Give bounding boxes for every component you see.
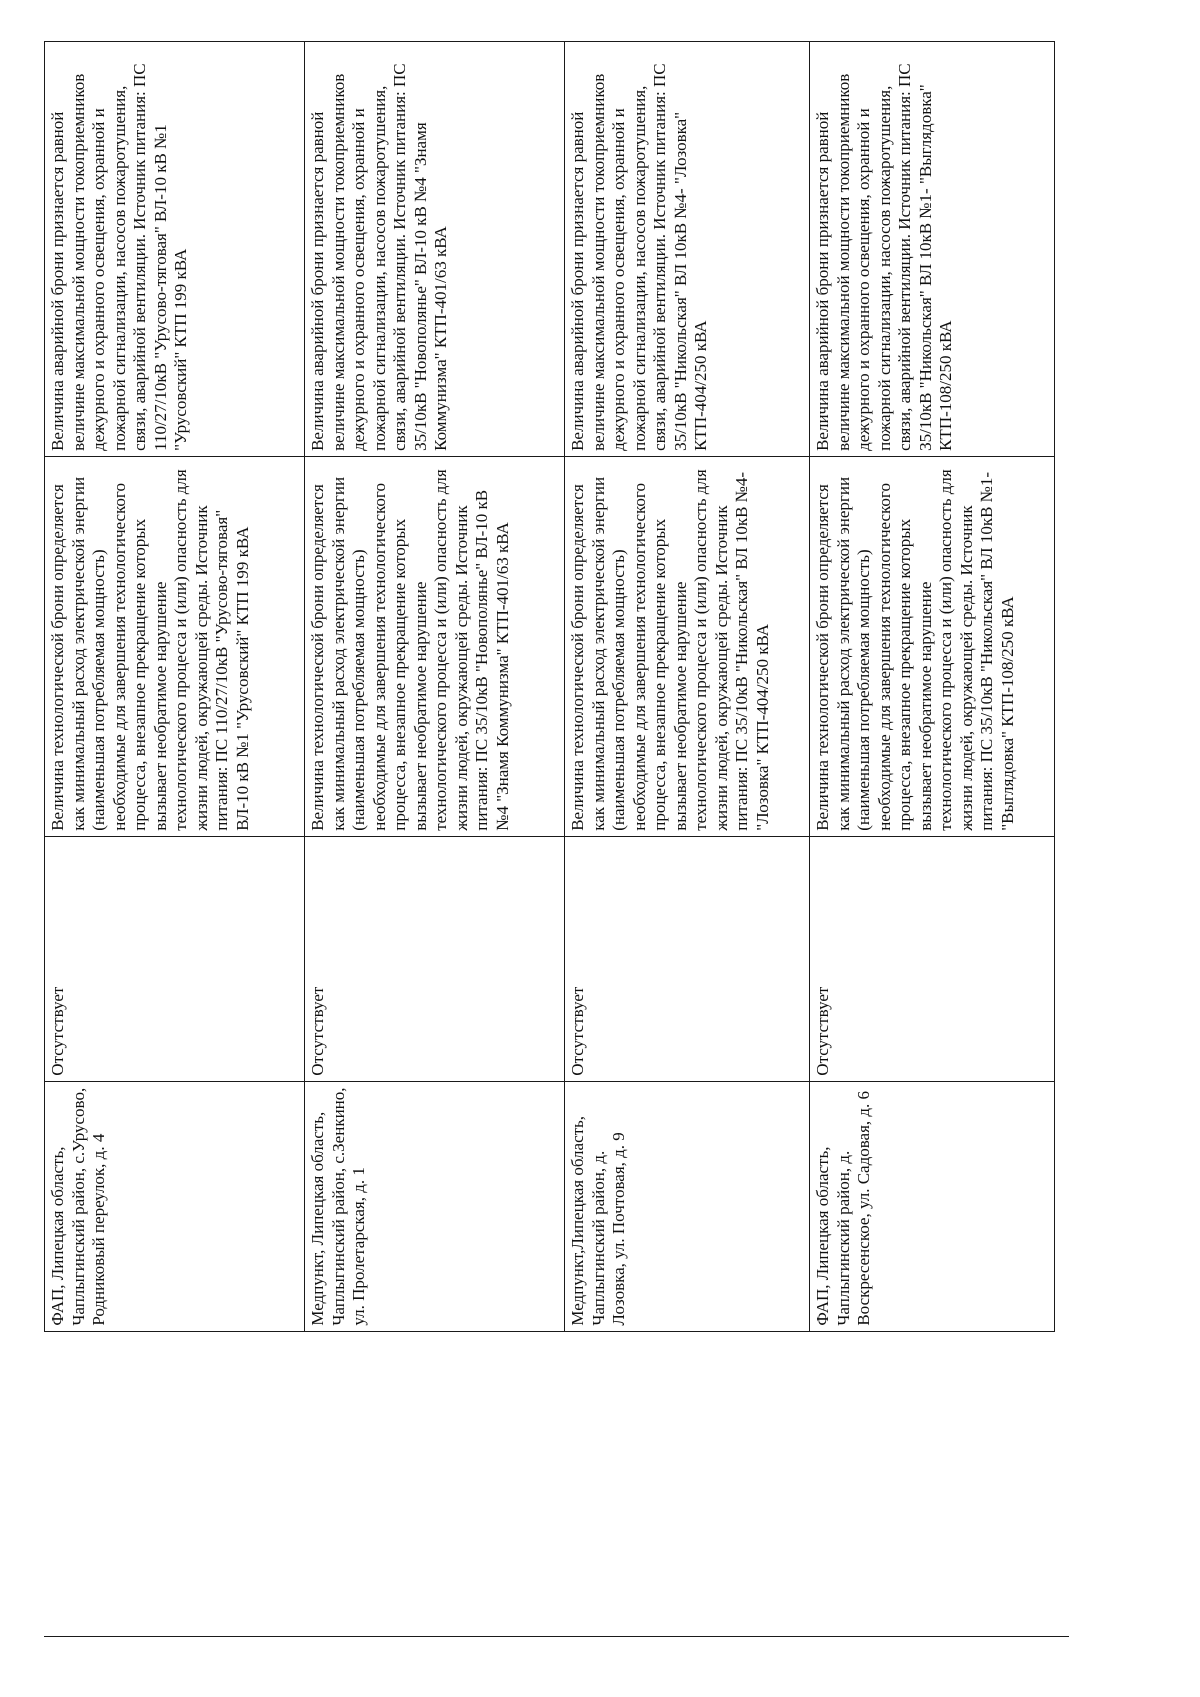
tech-reserve-cell: Величина технологической брони определяется как минимальный расход электрической энергии (наименьшая потребляемая мощность) необходимые для завершения технологического процесса, внезапное прекращение которых вызывает необратимое нарушение технологического процесса и (или) опасность для жизни людей, окружающей среды. Источник питания: ПС 110/27/10кВ "Урусово-тяговая" ВЛ-10 кВ №1 "Урусовский" КТП 199 кВА — [45, 456, 305, 836]
tech-reserve-cell: Величина технологической брони определяется как минимальный расход электрической энергии (наименьшая потребляемая мощность) необходимые для завершения технологического процесса, внезапное прекращение которых вызывает необратимое нарушение технологического процесса и (или) опасность для жизни людей, окружающей среды. Источник питания: ПС 35/10кВ "Никольская" ВЛ 10кВ №1- "Выглядовка" КТП-108/250 кВА — [810, 456, 1055, 836]
emergency-reserve-cell: Величина аварийной брони признается равной величине максимальной мощности токоприемников дежурного и охранного освещения, охранной и пожарной сигнализации, насосов пожаротушения, связи, аварийной вентиляции. Источник питания: ПС 35/10кВ "Новополянье" ВЛ-10 кВ №4 "Знамя Коммунизма" КТП-401/63 кВА — [305, 42, 565, 457]
tech-reserve-cell: Величина технологической брони определяется как минимальный расход электрической энергии (наименьшая потребляемая мощность) необходимые для завершения технологического процесса, внезапное прекращение которых вызывает необратимое нарушение технологического процесса и (или) опасность для жизни людей, окружающей среды. Источник питания: ПС 35/10кВ "Новополянье" ВЛ-10 кВ №4 "Знамя Коммунизма" КТП-401/63 кВА — [305, 456, 565, 836]
emergency-reserve-cell: Величина аварийной брони признается равной величине максимальной мощности токоприемников дежурного и охранного освещения, охранной и пожарной сигнализации, насосов пожаротушения, связи, аварийной вентиляции. Источник питания: ПС 110/27/10кВ "Урусово-тяговая" ВЛ-10 кВ №1 "Урусовский" КТП 199 кВА — [45, 42, 305, 457]
object-cell: Медпункт, Липецкая область, Чаплыгинский район, с.Зенкино, ул. Пролетарская, д. 1 — [305, 1081, 565, 1331]
status-cell: Отсутствует — [810, 836, 1055, 1081]
empty-column-cell — [45, 1331, 305, 1656]
table-row — [810, 42, 1055, 1657]
status-cell: Отсутствует — [305, 836, 565, 1081]
status-cell: Отсутствует — [45, 836, 305, 1081]
object-cell: Медпункт,Липецкая область, Чаплыгинский район, д. Лозовка, ул. Почтовая, д. 9 — [565, 1081, 810, 1331]
object-cell: ФАП, Липецкая область, Чаплыгинский район, с.Урусово, Родниковый переулок, д. 4 — [45, 1081, 305, 1331]
table-row — [305, 42, 565, 1657]
empty-column-cell — [810, 1331, 1055, 1656]
emergency-reserve-cell: Величина аварийной брони признается равной величине максимальной мощности токоприемников дежурного и охранного освещения, охранной и пожарной сигнализации, насосов пожаротушения, связи, аварийной вентиляции. Источник питания: ПС 35/10кВ "Никольская" ВЛ 10кВ №1- "Выглядовка" КТП-108/250 кВА — [810, 42, 1055, 457]
status-cell: Отсутствует — [565, 836, 810, 1081]
emergency-reserve-cell: Величина аварийной брони признается равной величине максимальной мощности токоприемников дежурного и охранного освещения, охранной и пожарной сигнализации, насосов пожаротушения, связи, аварийной вентиляции. Источник питания: ПС 35/10кВ "Никольская" ВЛ 10кВ №4- "Лозовка" КТП-404/250 кВА — [565, 42, 810, 457]
tech-reserve-cell: Величина технологической брони определяется как минимальный расход электрической энергии (наименьшая потребляемая мощность) необходимые для завершения технологического процесса, внезапное прекращение которых вызывает необратимое нарушение технологического процесса и (или) опасность для жизни людей, окружающей среды. Источник питания: ПС 35/10кВ "Никольская" ВЛ 10кВ №4- "Лозовка" КТП-404/250 кВА — [565, 456, 810, 836]
empty-column-cell — [565, 1331, 810, 1656]
bottom-rule — [44, 1636, 1069, 1637]
table-row — [565, 42, 810, 1657]
table-row — [45, 42, 305, 1657]
rotated-table-wrapper — [44, 41, 1084, 1656]
power-reserve-table — [44, 41, 1055, 1656]
empty-column-cell — [305, 1331, 565, 1656]
object-cell: ФАП, Липецкая область, Чаплыгинский район, д. Воскресенское, ул. Садовая, д. 6 — [810, 1081, 1055, 1331]
